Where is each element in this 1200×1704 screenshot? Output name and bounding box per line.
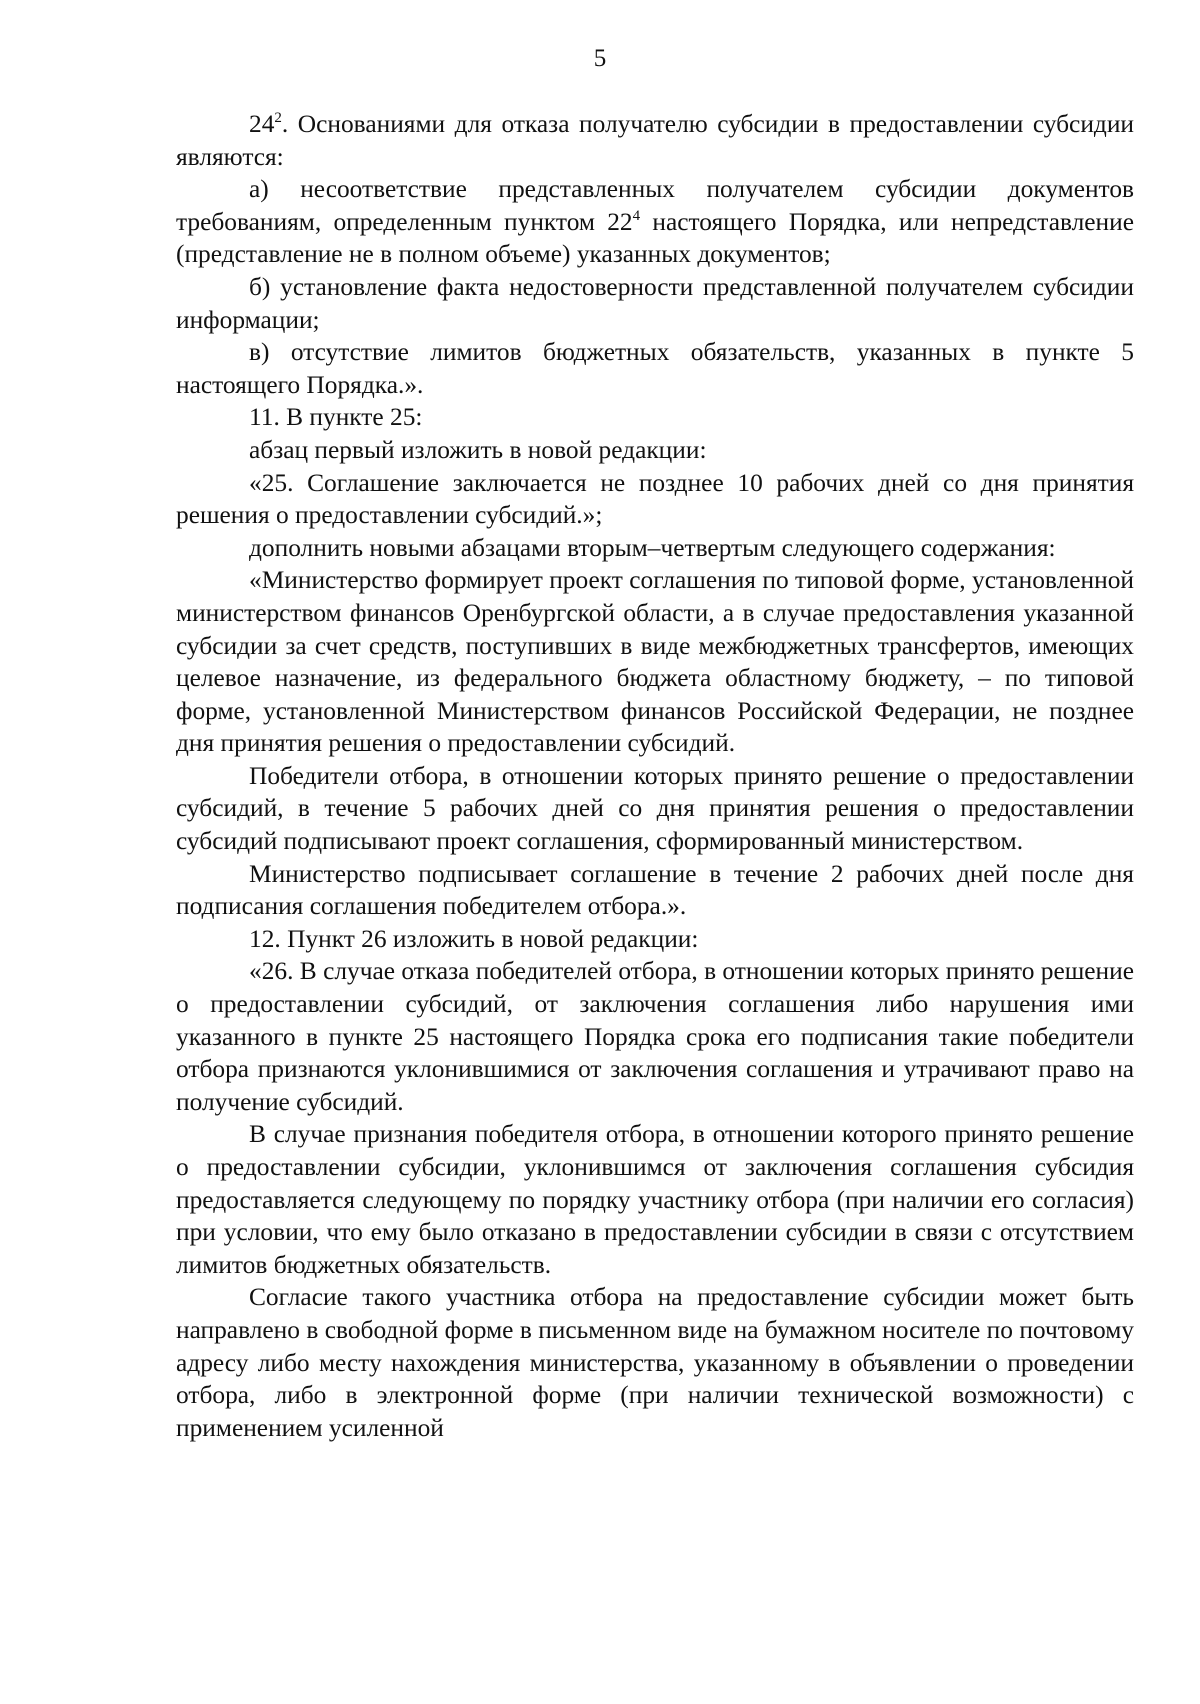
- paragraph-25: «25. Соглашение заключается не позднее 10 рабочих дней со дня принятия решения о предоставлении субсидий.»;: [176, 468, 1134, 530]
- paragraph-11-abzac: абзац первый изложить в новой редакции:: [249, 435, 707, 464]
- paragraph-item-b: б) установление факта недостоверности представленной получателем субсидии информации;: [176, 272, 1134, 334]
- paragraph-item-v: в) отсутствие лимитов бюджетных обязательств, указанных в пункте 5 настоящего Порядка.».: [176, 338, 1134, 399]
- paragraph-pobediteli: Победители отбора, в отношении которых принято решение о предоставлении субсидий, в течение 5 рабочих дней со дня принятия решения о предоставлении субсидий подписывают проект соглашения, сформированный министерством.: [176, 761, 1134, 856]
- paragraph-26: «26. В случае отказа победителей отбора, в отношении которых принято решение о предоставлении субсидий, от заключения соглашения либо нарушения ими указанного в пункте 25 настоящего Порядка срока его подписания такие победители отбора признаются уклонившимися от заключения соглашения и утрачивают право на получение субсидий.: [176, 957, 1134, 1116]
- paragraph-soglasie: Согласие такого участника отбора на предоставление субсидии может быть направлено в свободной форме в письменном виде на бумажном носителе по почтовому адресу либо месту нахождения министерства, указанному в объявлении о проведении отбора, либо в электронной форме (при наличии технической возможности) с применением усиленной: [176, 1283, 1134, 1442]
- paragraph-dopolnit: дополнить новыми абзацами вторым–четвертым следующего содержания:: [249, 533, 1056, 562]
- paragraph-item-a: а) несоответствие представленных получателем субсидии документов требованиям, определенным пунктом $22^4$ настоящего Порядка, или непредставление (представление не в полном объеме) указанных документов;: [176, 175, 1135, 269]
- paragraph-24-2: $24^2$. Основаниями для отказа получателю субсидии в предоставлении субсидии являются:: [176, 110, 1134, 171]
- page-number: 5: [593, 45, 607, 72]
- paragraph-v-sluchae-priznaniya: В случае признания победителя отбора, в отношении которого принято решение о предоставлении субсидии, уклонившимся от заключения соглашения субсидия предоставляется следующему по порядку участнику отбора (при наличии его согласия) при условии, что ему было отказано в предоставлении субсидии в связи с отсутствием лимитов бюджетных обязательств.: [176, 1120, 1134, 1279]
- paragraph-ministerstvo-podpisyvaet: Министерство подписывает соглашение в течение 2 рабочих дней после дня подписания соглашения победителем отбора.».: [176, 859, 1134, 921]
- paragraph-ministerstvo-formiruet: «Министерство формирует проект соглашения по типовой форме, установленной министерством финансов Оренбургской области, а в случае предоставления указанной субсидии за счет средств, поступивших в виде межбюджетных трансфертов, имеющих целевое назначение, из федерального бюджета областному бюджету, – по типовой форме, установленной Министерством финансов Российской Федерации, не позднее дня принятия решения о предоставлении субсидий.: [176, 566, 1134, 758]
- document-body: [176, 108, 1134, 1444]
- paragraph-11: 11. В пункте 25:: [249, 403, 423, 432]
- paragraph-12: 12. Пункт 26 изложить в новой редакции:: [249, 924, 699, 953]
